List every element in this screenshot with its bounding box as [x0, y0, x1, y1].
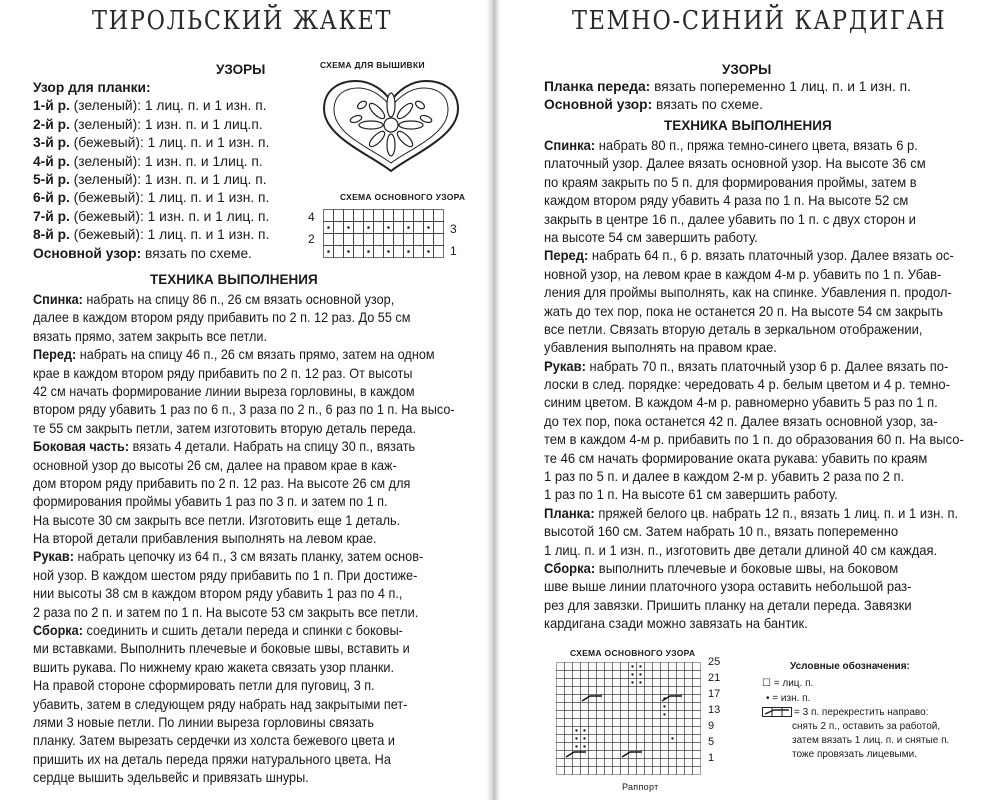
line-text: набрать 70 п., вязать платочный узор 6 р. Далее вязать по- [585, 358, 949, 374]
legend-item-cross: = 3 п. перекрестить направо: [794, 707, 929, 718]
line-text: вязать прямо, затем закрыть все петли. [33, 328, 268, 344]
line-label: 4-й р. [33, 153, 70, 169]
line-label: Сборка: [33, 623, 83, 639]
line-text: (зеленый): 1 лиц. п. и 1 изн. п. [69, 98, 267, 114]
line-text: пришить их на деталь переда пряжи натурального цвета. На [33, 751, 391, 767]
text-line [33, 226, 269, 244]
text-line [33, 659, 455, 677]
text-line [544, 597, 964, 615]
line-text: вязать 4 детали. Набрать на спицу 30 п., вязать [129, 439, 416, 455]
purl-symbol-icon: • [766, 693, 770, 704]
line-text: (зеленый): 1 изн. п. и 1лиц. п. [69, 153, 263, 169]
text-line [544, 303, 964, 321]
line-text: лями 3 новые петли. По линии выреза горловины связать [33, 714, 374, 730]
cross-stitch-symbol-icon [762, 707, 792, 717]
line-text: пряжей белого цв. набрать 12 п., вязать 1 лиц. п. и 1 изн. п. [594, 505, 959, 521]
line-text: выполнить плечевые и боковые швы, на боковом [595, 560, 899, 576]
left-page [0, 0, 490, 800]
legend-title: Условные обозначения: [790, 661, 910, 672]
text-line [33, 475, 455, 493]
text-line [33, 309, 455, 327]
chart-row-number: 13 [708, 704, 721, 716]
line-text: убавить, затем в следующем ряду набрать над закрытыми пет- [33, 696, 408, 712]
text-line [33, 346, 455, 364]
chart-row-number: 25 [708, 656, 721, 668]
line-label: 8-й р. [33, 227, 70, 243]
text-line [544, 413, 964, 431]
line-text: вшить рукава. По нижнему краю жакета связать узор планки. [33, 659, 394, 675]
text-line [33, 401, 455, 419]
text-line [33, 714, 455, 732]
line-text: основной узор до высоты 26 см, далее на правом крае в каж- [33, 457, 397, 473]
line-text: те 46 см начать формирование оката рукава: убавить по краям [544, 450, 928, 466]
text-line [33, 116, 269, 134]
line-label: Планка: [544, 505, 595, 521]
text-line [544, 486, 964, 504]
text-line [544, 450, 964, 468]
chart-row-number: 4 [308, 210, 315, 224]
text-line [544, 615, 964, 633]
text-line [544, 542, 964, 560]
legend-item-cross-desc: тоже провязать лицевыми. [792, 749, 917, 760]
line-label: Спинка: [33, 292, 83, 307]
line-text: набрать на спицу 86 п., 26 см вязать основной узор, [82, 292, 395, 307]
text-line [33, 512, 455, 530]
line-text: вязать попеременно 1 лиц. п. и 1 изн. п. [650, 79, 911, 94]
line-text: закрыть в центре 16 п., далее убавить по 1 п. с двух сторон и [544, 211, 916, 227]
text-line [33, 420, 455, 438]
text-line [33, 153, 269, 171]
line-text: (зеленый): 1 изн. п. и 1 лиц. п. [69, 171, 267, 187]
text-line [33, 548, 455, 566]
text-line [544, 321, 964, 339]
text-line [544, 560, 964, 578]
book-gutter [486, 0, 500, 800]
line-text: 1 раз по 1 п. На высоте 61 см завершить работу. [544, 487, 838, 503]
line-text: (бежевый): 1 лиц. п. и 1 изн. п. [69, 190, 270, 206]
text-line [33, 383, 455, 401]
line-label: 6-й р. [33, 190, 70, 206]
patterns-heading-right: УЗОРЫ [722, 62, 772, 77]
chart-row-number: 3 [450, 222, 457, 236]
text-line [544, 96, 911, 114]
text-line [544, 211, 964, 229]
chart-row-number: 1 [450, 244, 457, 258]
text-line [33, 677, 455, 695]
line-text: рез для завязки. Пришить планку на детали переда. Завязки [544, 597, 912, 613]
line-text: набрать цепочку из 64 п., 3 см вязать планку, затем основ- [73, 549, 424, 565]
text-line [33, 365, 455, 383]
text-line [544, 229, 964, 247]
line-text: жать до тех пор, пока не останется 20 п. На высоте 54 см закрыть [544, 303, 944, 319]
text-line [33, 493, 455, 511]
chart-caption-right: СХЕМА ОСНОВНОГО УЗОРА [570, 648, 696, 658]
text-line [33, 622, 455, 640]
text-line [544, 174, 964, 192]
text-line [544, 284, 964, 302]
line-text: планку. Затем вырезать сердечки из холста бежевого цвета и [33, 733, 395, 749]
line-text: 1 лиц. п. и 1 изн. п., изготовить две детали длиной 40 см каждая. [544, 542, 938, 558]
line-text: сердце вышить эдельвейс и привязать шнуры. [33, 770, 309, 786]
patterns-list-left [33, 79, 269, 263]
text-line [544, 505, 964, 523]
knit-symbol-icon: ☐ [762, 678, 771, 689]
text-line [544, 266, 964, 284]
line-label: Основной узор: [33, 245, 142, 261]
text-line [544, 578, 964, 596]
technique-list-left [33, 291, 492, 788]
line-text: крае в каждом втором ряду прибавить по 2 п. 12 раз. От высоты [33, 365, 413, 381]
text-line [33, 134, 269, 152]
line-label: 5-й р. [33, 171, 70, 187]
text-line [544, 155, 964, 173]
right-page [500, 0, 993, 800]
repeat-label: Раппорт [622, 782, 659, 792]
page-title-left: ТИРОЛЬСКИЙ ЖАКЕТ [92, 6, 393, 36]
chart-row-number: 2 [308, 232, 315, 246]
line-label: Рукав: [33, 549, 74, 565]
legend-item-knit: ☐ = лиц. п. [762, 678, 814, 689]
chart-row-number: 9 [708, 720, 715, 732]
line-label: Сборка: [544, 560, 596, 576]
chart-caption-left: СХЕМА ОСНОВНОГО УЗОРА [340, 192, 466, 202]
line-text: На второй детали прибавления выполнять на левом крае. [33, 531, 377, 547]
line-label: 1-й р. [33, 98, 70, 114]
text-line [33, 530, 455, 548]
chart-row-number: 17 [708, 688, 721, 700]
line-text: набрать на спицу 46 п., 26 см вязать прямо, затем на одном [76, 347, 435, 363]
text-line [33, 604, 455, 622]
text-line [33, 585, 455, 603]
text-line [33, 189, 269, 207]
line-text: (бежевый): 1 изн. п. и 1 лиц. п. [69, 208, 270, 224]
chart-row-number: 5 [708, 736, 715, 748]
text-line [544, 394, 964, 412]
line-text: лоски в след. порядке: чередовать 4 р. белым цветом и 4 р. темно- [544, 377, 950, 393]
line-text: по краям закрыть по 5 п. для формирования проймы, затем в [544, 174, 917, 190]
line-text: 42 см начать формирование линии выреза горловины, в каждом [33, 383, 415, 399]
line-text: набрать 64 п., 6 р. вязать платочный узор. Далее вязать ос- [588, 248, 954, 264]
line-text: (бежевый): 1 лиц. п. и 1 изн. п. [69, 227, 270, 243]
line-text: набрать 80 п., пряжа темно-синего цвета, вязать 6 р. [595, 138, 918, 153]
line-text: каждом втором ряду убавить 4 раза по 1 п. На высоте 52 см [544, 193, 909, 209]
technique-list-right [544, 137, 990, 634]
line-text: ления для проймы выполнять, как на спинке. Убавления п. продол- [544, 285, 952, 301]
line-text: на высоте 54 см завершить работу. [544, 229, 758, 245]
line-text: 1 раз по 5 п. и далее в каждом 2-м р. убавить 2 раза по 2 п. [544, 469, 905, 485]
line-text: те 55 см закрыть петли, затем изготовить вторую деталь переда. [33, 420, 416, 436]
text-line [33, 732, 455, 750]
line-text: соединить и сшить детали переда и спинки с боковы- [82, 623, 403, 639]
line-label: 3-й р. [33, 135, 70, 151]
line-label: Перед: [544, 248, 589, 264]
line-label: Спинка: [544, 138, 596, 153]
text-line [544, 247, 964, 265]
text-line [33, 97, 269, 115]
text-line [544, 376, 964, 394]
patterns-heading-left: УЗОРЫ [216, 62, 266, 77]
line-label: 7-й р. [33, 208, 70, 224]
text-line [544, 523, 964, 541]
text-line [33, 291, 455, 309]
line-text: тем в каждом 4-м р. прибавить по 1 п. до образования 60 п. На высо- [544, 432, 964, 448]
page-title-right: ТЕМНО-СИНИЙ КАРДИГАН [572, 6, 947, 36]
line-text: шве выше линии платочного узора оставить небольшой раз- [544, 579, 912, 595]
line-text: далее в каждом втором ряду прибавить по 2 п. 12 раз. До 55 см [33, 310, 411, 326]
patterns-list-right [544, 78, 911, 115]
text-line [544, 358, 964, 376]
line-text: вязать по схеме. [652, 97, 763, 113]
line-text: На высоте 30 см закрыть все петли. Изготовить еще 1 деталь. [33, 512, 401, 528]
text-line [544, 78, 911, 96]
chart-row-number: 21 [708, 672, 721, 684]
embroidery-caption: СХЕМА ДЛЯ ВЫШИВКИ [320, 60, 425, 70]
text-line [544, 339, 964, 357]
text-line [544, 468, 964, 486]
technique-heading-right: ТЕХНИКА ВЫПОЛНЕНИЯ [664, 118, 832, 133]
line-text: 2 раза по 2 п. и затем по 1 п. На высоте 53 см закрыть все петли. [33, 604, 419, 620]
legend-item-cross-desc: снять 2 п., оставить за работой, [792, 721, 941, 732]
text-line [544, 192, 964, 210]
text-line [33, 457, 455, 475]
line-text: втором ряду убавить 1 раз по 6 п., 3 раза по 2 п., 6 раз по 1 п. На высо- [33, 402, 455, 418]
line-text: нии высоты 38 см в каждом втором ряду убавить 1 раз по 4 п., [33, 586, 403, 602]
text-line [544, 431, 964, 449]
line-label: Узор для планки: [33, 80, 151, 95]
line-text: На правой стороне сформировать петли для пуговиц, 3 п. [33, 678, 375, 694]
line-text: (бежевый): 1 лиц. п. и 1 изн. п. [69, 135, 270, 151]
line-text: формирования проймы убавить 1 раз по 3 п. и затем по 1 п. [33, 494, 388, 510]
line-text: до тех пор, пока останется 42 п. Далее вязать основной узор, за- [544, 413, 938, 429]
text-line [33, 245, 269, 263]
embroidery-heart-icon [316, 75, 466, 175]
main-pattern-chart-right [556, 662, 702, 774]
text-line [33, 208, 269, 226]
text-line [33, 751, 455, 769]
line-text: вязать по схеме. [141, 245, 252, 261]
text-line [544, 137, 964, 155]
text-line [33, 79, 269, 97]
line-text: платочный узор. Далее вязать основной узор. На высоте 36 см [544, 156, 926, 172]
line-label: Рукав: [544, 358, 586, 374]
text-line [33, 640, 455, 658]
line-label: Основной узор: [544, 97, 653, 113]
chart-row-number: 1 [708, 752, 715, 764]
line-text: новной узор, на левом крае в каждом 4-м р. убавить по 1 п. Убав- [544, 266, 942, 282]
line-text: дом втором ряду прибавить по 2 п. 12 раз. На высоте 26 см для [33, 475, 411, 491]
main-pattern-chart-left [323, 209, 443, 257]
text-line [33, 567, 455, 585]
line-text: ной узор. В каждом шестом ряду прибавить по 1 п. При достиже- [33, 567, 418, 583]
line-text: (зеленый): 1 изн. п. и 1 лиц.п. [69, 116, 263, 132]
line-label: Планка переда: [544, 79, 651, 94]
line-text: все петли. Связать вторую деталь в зеркальном отображении, [544, 321, 923, 337]
line-text: убавления выполнять на правом крае. [544, 340, 777, 356]
text-line [33, 696, 455, 714]
line-text: высотой 160 см. Затем набрать 10 п., вязать попеременно [544, 524, 899, 540]
line-text: ми вставками. Выполнить плечевые и боковые швы, вставить и [33, 641, 410, 657]
text-line [33, 171, 269, 189]
line-label: Перед: [33, 347, 77, 363]
legend-item-purl: • = изн. п. [766, 693, 811, 704]
technique-heading-left: ТЕХНИКА ВЫПОЛНЕНИЯ [150, 272, 318, 287]
line-label: 2-й р. [33, 116, 70, 132]
text-line [33, 328, 455, 346]
text-line [33, 438, 455, 456]
line-text: кардигана сзади можно завязать на бантик. [544, 616, 808, 632]
legend-item-cross-desc: затем вязать 1 лиц. п. и снятые п. [792, 735, 950, 746]
line-text: синим цветом. В каждом 4-м р. равномерно убавить 5 раз по 1 п. [544, 395, 938, 411]
line-label: Боковая часть: [33, 439, 130, 455]
text-line [33, 769, 455, 787]
